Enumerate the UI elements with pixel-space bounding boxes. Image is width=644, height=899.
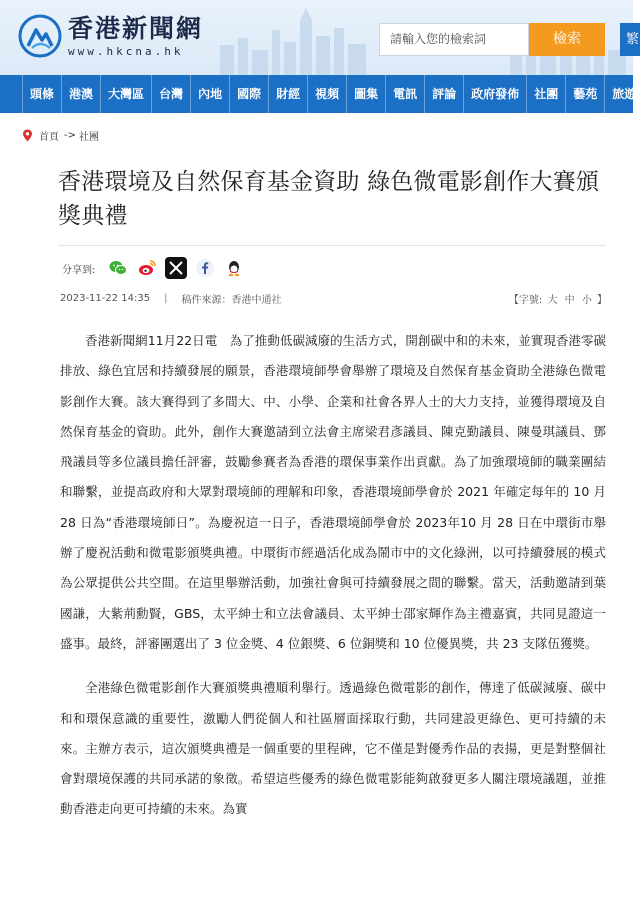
nav-item[interactable]: 頭條 bbox=[22, 75, 62, 113]
nav-item[interactable]: 電訊 bbox=[386, 75, 425, 113]
title-divider bbox=[58, 245, 606, 246]
nav-item[interactable]: 財經 bbox=[269, 75, 308, 113]
article-source: 稿件來源：香港中通社 bbox=[181, 295, 282, 306]
wechat-share-icon[interactable] bbox=[107, 257, 129, 279]
nav-item[interactable]: 旅遊 bbox=[605, 75, 644, 113]
article-body bbox=[60, 326, 606, 839]
site-logo[interactable] bbox=[18, 14, 203, 58]
breadcrumb-home-link[interactable]: 首頁 bbox=[39, 132, 59, 143]
meta-separator: | bbox=[164, 293, 168, 304]
article-paragraph: 全港綠色微電影創作大賽頒獎典禮順利舉行。透過綠色微電影的創作，傳達了低碳減廢、碳中和和環保意識的重要性，激勵人們從個人和社區層面採取行動，共同建設更綠色、更可持續的未來。主辦方表示，這次頒獎典禮是一個重要的里程碑，它不僅是對優秀作品的表揚，更是對整個社會對環境保護的共同承諾的象徵。希望這些優秀的綠色微電影能夠啟發更多人關注環境議題，並推動香港走向更可持續的未來。為實 bbox=[60, 680, 606, 817]
article-title: 香港環境及自然保育基金資助 綠色微電影創作大賽頒獎典禮 bbox=[58, 169, 600, 229]
qq-share-icon[interactable] bbox=[223, 257, 245, 279]
nav-item[interactable]: 港澳 bbox=[62, 75, 101, 113]
font-size-medium-button[interactable]: 中 bbox=[564, 295, 575, 306]
language-toggle-button[interactable]: 繁 bbox=[620, 23, 640, 56]
font-size-control bbox=[509, 291, 607, 306]
nav-item[interactable]: 圖集 bbox=[347, 75, 386, 113]
font-size-close: 】 bbox=[597, 295, 607, 306]
font-size-large-button[interactable]: 大 bbox=[547, 295, 558, 306]
font-size-small-button[interactable]: 小 bbox=[581, 295, 592, 306]
nav-item[interactable]: 社團 bbox=[527, 75, 566, 113]
share-bar bbox=[62, 257, 252, 279]
weibo-share-icon[interactable] bbox=[136, 257, 158, 279]
nav-item[interactable]: 台灣 bbox=[152, 75, 191, 113]
nav-item[interactable]: 視頻 bbox=[308, 75, 347, 113]
article-meta bbox=[60, 291, 607, 306]
share-label: 分享到: bbox=[62, 264, 96, 276]
article-paragraph: 香港新聞網11月22日電 為了推動低碳減廢的生活方式，開創碳中和的未來，並實現香港零碳排放、綠色宜居和持續發展的願景，香港環境師學會舉辦了環境及自然保育基金資助全港綠色微電影創作大賽。該大賽得到了多間大、中、小學、企業和社會各界人士的大力支持，並獲得環境及自然保育基金的資助。此外，創作大賽邀請到立法會主席梁君彥議員、陳克勤議員、陳曼琪議員、鄧飛議員等多位議員擔任評審，鼓勵參賽者為香港的環保事業作出貢獻。為了加強環境師的職業團結和聯繫，並提高政府和大眾對環境師的理解和印象，香港環境師學會於 2021 年確定每年的 10 月 28 日為“香港環境師日”。為慶祝這一日子，香港環境師學會於 2023年10 月 28 日在中環街市舉辦了慶祝活動和微電影頒獎典禮。中環街市經過活化成為鬧市中的文化綠洲，以可持續發展的模式為公眾提供公共空間。在這里舉辦活動，加強社會與可持續發展之間的聯繫。當天，活動邀請到葉國謙，大紫荊勳賢，GBS，太平紳士和立法會議員、太平紳士邵家輝作為主禮嘉賓，共同見證這一盛事。最終，評審團選出了 3 位金獎、4 位銀獎、6 位銅獎和 10 位優異獎，共 23 支隊伍獲獎。 bbox=[60, 333, 606, 651]
nav-item[interactable]: 內地 bbox=[191, 75, 230, 113]
nav-item[interactable]: 藝苑 bbox=[566, 75, 605, 113]
breadcrumb-separator: -> bbox=[64, 130, 76, 141]
main-nav bbox=[0, 75, 637, 113]
breadcrumb bbox=[22, 128, 101, 143]
breadcrumb-current-link[interactable]: 社團 bbox=[79, 132, 99, 143]
nav-item[interactable]: 評論 bbox=[425, 75, 464, 113]
logo-url: www.hkcna.hk bbox=[68, 44, 184, 58]
nav-item[interactable]: 國際 bbox=[230, 75, 269, 113]
nav-item[interactable]: 大灣區 bbox=[101, 75, 152, 113]
logo-name: 香港新聞網 bbox=[68, 13, 204, 43]
location-pin-icon bbox=[22, 129, 33, 142]
site-header bbox=[0, 0, 640, 75]
font-size-label: 【字號: bbox=[508, 295, 543, 306]
x-share-icon[interactable] bbox=[165, 257, 187, 279]
facebook-share-icon[interactable] bbox=[194, 257, 216, 279]
logo-mark-icon bbox=[18, 14, 62, 58]
article-date: 2023-11-22 14:35 bbox=[60, 293, 151, 304]
nav-item[interactable]: 政府發佈 bbox=[464, 75, 527, 113]
search-button[interactable]: 檢索 bbox=[529, 23, 605, 56]
search-input[interactable]: 請輸入您的檢索詞 bbox=[379, 23, 529, 56]
